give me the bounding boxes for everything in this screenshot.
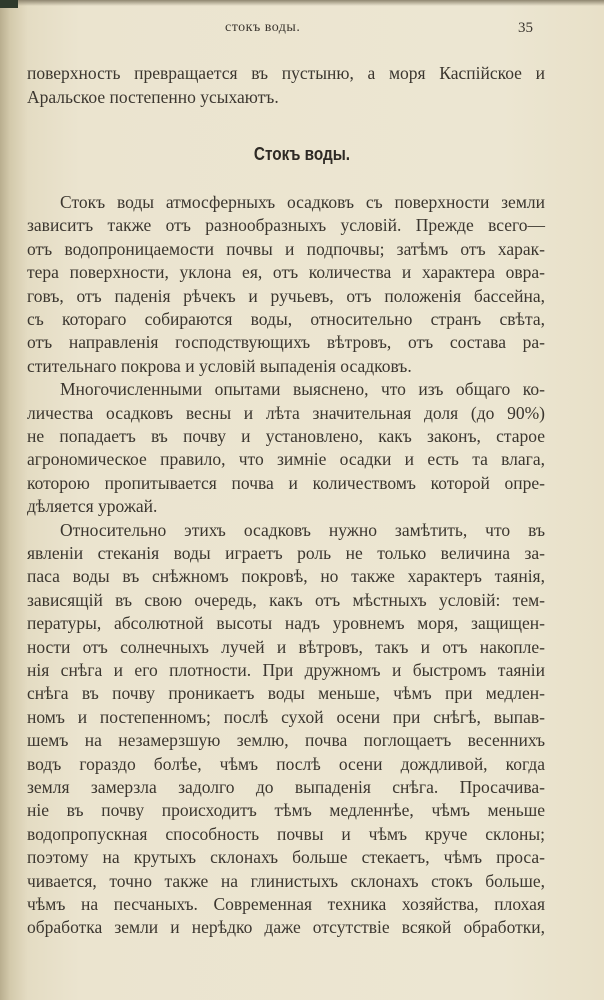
text-line: зависитъ также отъ разнообразныхъ условій. Прежде всего—: [27, 215, 545, 235]
page-top-shadow: [0, 0, 604, 6]
paragraph-first-line: Стокъ воды атмосферныхъ осадковъ съ поверхности земли: [60, 192, 545, 212]
text-line: поверхность превращается въ пустыню, а моря Каспійское и: [27, 63, 545, 83]
text-line: обработка земли и нерѣдко даже отсутствіе всякой обработки,: [27, 917, 545, 937]
text-line: нія снѣга и его плотности. При дружномъ и быстромъ таяніи: [27, 660, 545, 680]
text-line: чивается, точно также на глинистыхъ склонахъ стокъ больше,: [27, 871, 545, 891]
text-line: личества осадковъ весны и лѣта значительная доля (до 90%): [27, 403, 545, 423]
text-line: земля замерзла задолго до выпаденія снѣга. Просачива-: [27, 777, 545, 797]
text-line: номъ и постепенномъ; послѣ сухой осени при снѣгѣ, выпав-: [27, 707, 545, 727]
text-line: тера поверхности, уклона ея, отъ количества и характера овра-: [27, 262, 545, 282]
text-line: агрономическое правило, что зимніе осадки и есть та влага,: [27, 449, 545, 469]
text-line: говъ, отъ паденія рѣчекъ и ручьевъ, отъ положенія бассейна,: [27, 286, 545, 306]
text-line: снѣга въ почву проникаетъ воды меньше, чѣмъ при медлен-: [27, 683, 545, 703]
text-line: дѣляется урожай.: [27, 496, 158, 516]
text-line: зависящій въ свою очередь, какъ отъ мѣстныхъ условій: тем-: [27, 590, 545, 610]
text-line: отъ водопроницаемости почвы и подпочвы; затѣмъ отъ харак-: [27, 239, 545, 259]
text-line: паса воды въ снѣжномъ покровѣ, но также характеръ таянія,: [27, 566, 545, 586]
paragraph-first-line: Многочисленными опытами выяснено, что изъ общаго ко-: [60, 379, 545, 399]
text-line: стительнаго покрова и условій выпаденія осадковъ.: [27, 356, 412, 376]
text-line: не попадаетъ въ почву и установлено, какъ законъ, старое: [27, 426, 545, 446]
text-line: поэтому на крутыхъ склонахъ больше стекаетъ, чѣмъ проса-: [27, 847, 545, 867]
running-title: стокъ воды.: [225, 20, 301, 35]
text-line: ности отъ солнечныхъ лучей и вѣтровъ, такъ и отъ накопле-: [27, 637, 545, 657]
scan-corner: [0, 0, 18, 8]
text-line: съ котораго собираются воды, относительно странъ свѣта,: [27, 309, 545, 329]
text-line: водопропускная способность почвы и чѣмъ круче склоны;: [27, 824, 545, 844]
page-number: 35: [518, 20, 533, 36]
text-line: пературы, абсолютной высоты надъ уровнемъ моря, защищен-: [27, 613, 545, 633]
text-line: отъ направленія господствующихъ вѣтровъ, отъ состава ра-: [27, 332, 545, 352]
section-title: Стокъ воды.: [253, 144, 351, 164]
text-line: водъ гораздо болѣе, чѣмъ послѣ осени дождливой, когда: [27, 754, 545, 774]
text-line: чѣмъ на песчаныхъ. Современная техника хозяйства, плохая: [27, 894, 545, 914]
text-line: шемъ на незамерзшую землю, почва поглощаетъ весеннихъ: [27, 730, 545, 750]
text-line: явленіи стеканія воды играетъ роль не только величина за-: [27, 543, 545, 563]
paragraph-first-line: Относительно этихъ осадковъ нужно замѣтить, что въ: [60, 520, 545, 540]
text-line: Аральское постепенно усыхаютъ.: [27, 87, 279, 107]
page-header: [0, 20, 604, 42]
text-line: ніе въ почву происходитъ тѣмъ медленнѣе, чѣмъ меньше: [27, 800, 545, 820]
text-line: которою пропитывается почва и количествомъ которой опре-: [27, 473, 545, 493]
